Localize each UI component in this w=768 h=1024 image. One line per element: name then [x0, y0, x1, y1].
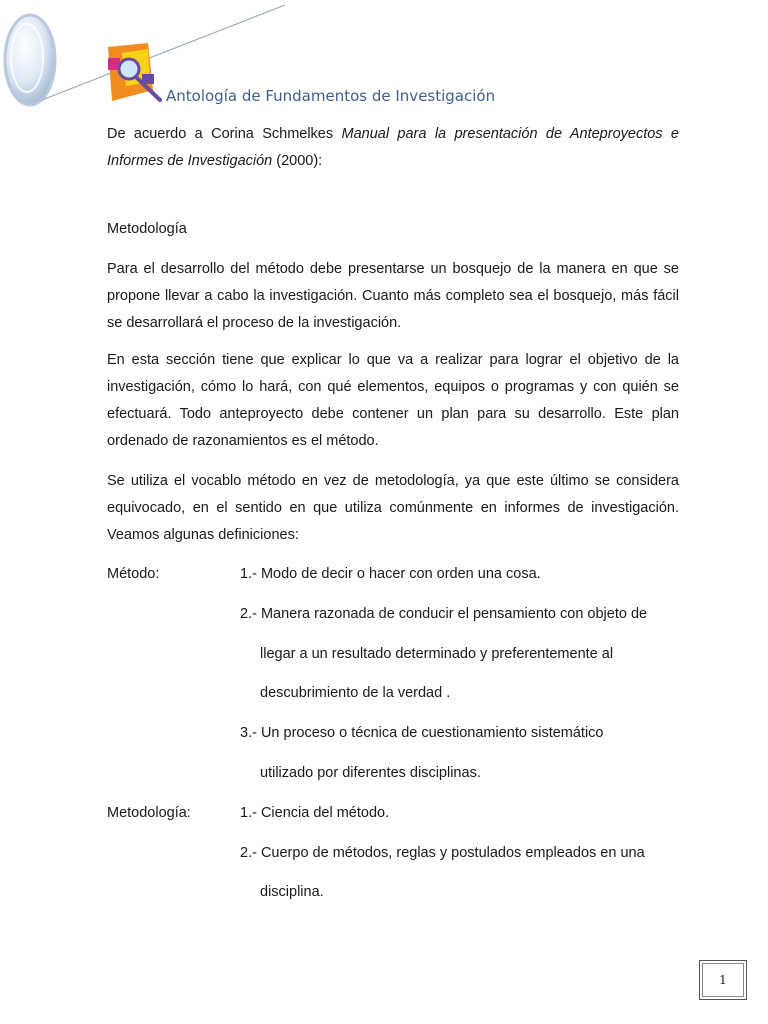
intro-year: (2000): — [272, 153, 323, 169]
body-paragraph-1: Para el desarrollo del método debe presentarse un bosquejo de la manera en que se propone llevar a cabo la investigación. Cuanto más completo sea el bosquejo, más fácil se desarrollará el proceso de la investigación. — [107, 261, 679, 331]
definition-term-metodologia: Metodología: — [107, 805, 191, 821]
definition-line: 1.- Ciencia del método. — [240, 805, 390, 821]
page-number-box — [699, 960, 747, 1000]
definition-line: 3.- Un proceso o técnica de cuestionamiento sistemático — [240, 725, 604, 741]
decorative-line — [42, 5, 285, 100]
definition-line: utilizado por diferentes disciplinas. — [260, 765, 481, 781]
lens-icon — [5, 15, 55, 105]
intro-book-title: Manual para la presentación de Anteproyectos e Informes de Investigación — [107, 126, 679, 169]
page-number: 1 — [702, 963, 744, 997]
intro-text: De acuerdo a Corina Schmelkes — [107, 126, 342, 142]
body-paragraph-2: En esta sección tiene que explicar lo que va a realizar para lograr el objetivo de la investigación, cómo lo hará, con qué elementos, equipos o programas y con quién se efectuará. Todo anteproyecto debe contener un plan para su desarrollo. Este plan ordenado de razonamientos es el método. — [107, 352, 679, 449]
definition-term-metodo: Método: — [107, 566, 160, 582]
intro-paragraph — [107, 121, 679, 175]
definition-line: disciplina. — [260, 884, 324, 900]
header-title: Antología de Fundamentos de Investigación — [166, 87, 496, 105]
definition-line: llegar a un resultado determinado y preferentemente al — [260, 646, 614, 662]
definition-line: 1.- Modo de decir o hacer con orden una cosa. — [240, 566, 541, 582]
magnifier-logo-icon — [108, 43, 160, 101]
section-heading: Metodología — [107, 221, 187, 237]
definition-line: 2.- Manera razonada de conducir el pensamiento con objeto de — [240, 606, 648, 622]
definition-line: descubrimiento de la verdad . — [260, 685, 451, 701]
definition-line: 2.- Cuerpo de métodos, reglas y postulados empleados en una — [240, 845, 645, 861]
body-paragraph-3: Se utiliza el vocablo método en vez de metodología, ya que este último se considera equivocado, en el sentido en que utiliza comúnmente en informes de investigación. Veamos algunas definiciones: — [107, 473, 679, 543]
